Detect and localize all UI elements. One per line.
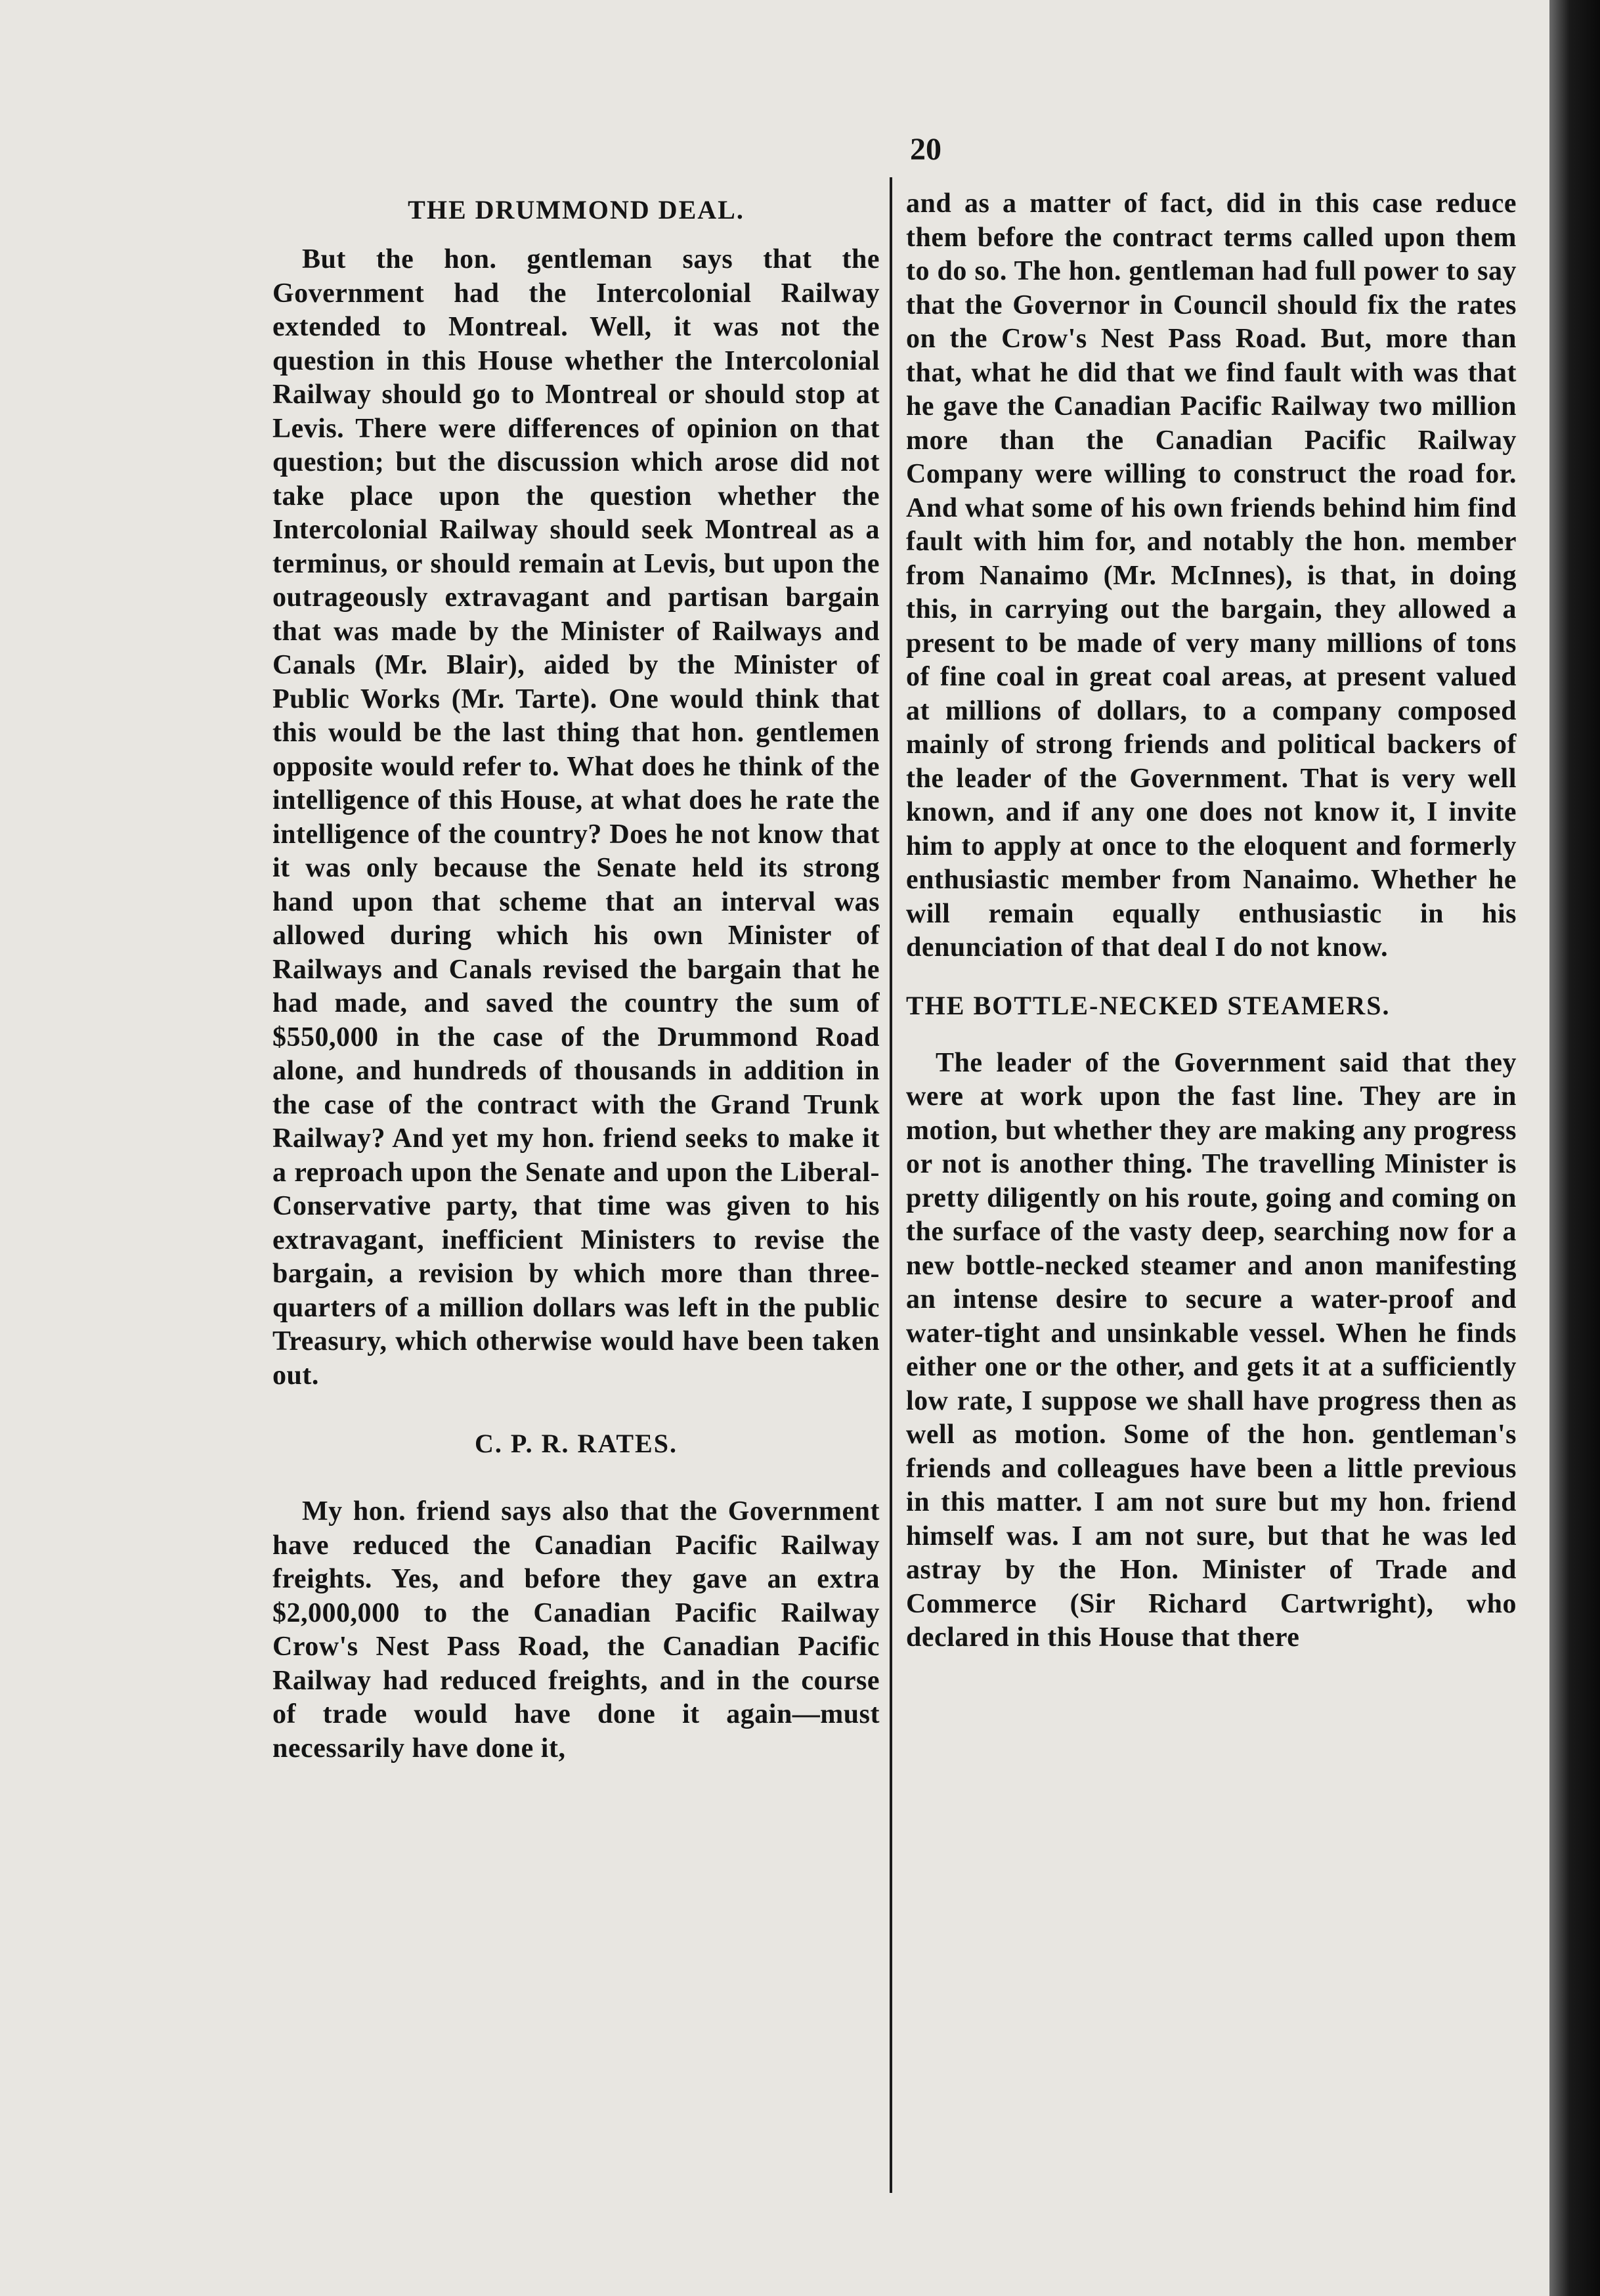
- scan-binding-edge: [1549, 0, 1600, 2296]
- page-number: 20: [910, 132, 941, 167]
- section-heading-bottle-necked-steamers: THE BOTTLE-NECKED STEAMERS.: [906, 990, 1391, 1020]
- paragraph-bottle-necked-steamers: The leader of the Government said that they were at work upon the fast line. They are in motion, but whether they are making any progress or not is another thing. The travelling Minister is pretty diligently on his route, going and coming on the surface of the vasty deep, searching now for a new bottle-necked steamer and anon manifesting an intense desire to secure a water-proof and water-tight and unsinkable vessel. When he finds either one or the other, and gets it at a sufficiently low rate, I suppose we shall have progress then as well as motion. Some of the hon. gentleman's friends and colleagues have been a little previous in this matter. I am not sure but my hon. friend himself was. I am not sure, but that he was led astray by the Hon. Minister of Trade and Commerce (Sir Richard Cartwright), who declared in this House that there: [906, 1047, 1517, 1653]
- column-divider: [890, 177, 892, 2193]
- paragraph-cpr-rates: My hon. friend says also that the Government have reduced the Canadian Pacific Railway freights. Yes, and before they gave an extra $2,000,000 to the Canadian Pacific Railway Crow's Nest Pass Road, the Canadian Pacific Railway had reduced freights, and in the course of trade would have done it again—must necessarily have done it,: [272, 1496, 880, 1764]
- paragraph-drummond-deal: But the hon. gentleman says that the Government had the Intercolonial Railway extended to Montreal. Well, it was not the question in this House whether the Intercolonial Railway should go to Montreal or should stop at Levis. There were differences of opinion on that question; but the discussion which arose did not take place upon the question whether the Intercolonial Railway should seek Montreal as a terminus, or should remain at Levis, but upon the outrageously extravagant and partisan bargain that was made by the Minister of Railways and Canals (Mr. Blair), aided by the Minister of Public Works (Mr. Tarte). One would think that this would be the last thing that hon. gentlemen opposite would refer to. What does he think of the intelligence of this House, at what does he rate the intelligence of the country? Does he not know that it was only because the Senate held its strong hand upon that scheme that an interval was allowed during which his own Minister of Railways and Canals revised the bargain that he had made, and saved the country the sum of $550,000 in the case of the Drummond Road alone, and hundreds of thousands in addition in the case of the contract with the Grand Trunk Railway? And yet my hon. friend seeks to make it a reproach upon the Senate and upon the Liberal-Conservative party, that time was given to his extravagant, inefficient Ministers to revise the bargain, a revision by which more than three-quarters of a million dollars was left in the public Treasury, which otherwise would have been taken out.: [272, 244, 880, 1391]
- section-heading-drummond-deal: THE DRUMMOND DEAL.: [408, 195, 745, 225]
- paragraph-cpr-rates-continued: and as a matter of fact, did in this case reduce them before the contract terms called upon them to do so. The hon. gentleman had full power to say that the Governor in Council should fix the rates on the Crow's Nest Pass Road. But, more than that, what he did that we find fault with was that he gave the Canadian Pacific Railway two million more than the Canadian Pacific Railway Company were willing to construct the road for. And what some of his own friends behind him find fault with him for, and notably the hon. member from Nanaimo (Mr. McInnes), is that, in doing this, in carrying out the bargain, they allowed a present to be made of very many millions of tons of fine coal in great coal areas, at present valued at millions of dollars, to a company composed mainly of strong friends and political backers of the leader of the Government. That is very well known, and if any one does not know it, I invite him to apply at once to the eloquent and formerly enthusiastic member from Nanaimo. Whether he will remain equally enthusiastic in his denunciation of that deal I do not know.: [906, 188, 1517, 963]
- right-column: [906, 187, 1517, 1655]
- section-heading-cpr-rates: C. P. R. RATES.: [475, 1429, 678, 1458]
- left-column: [272, 187, 880, 1765]
